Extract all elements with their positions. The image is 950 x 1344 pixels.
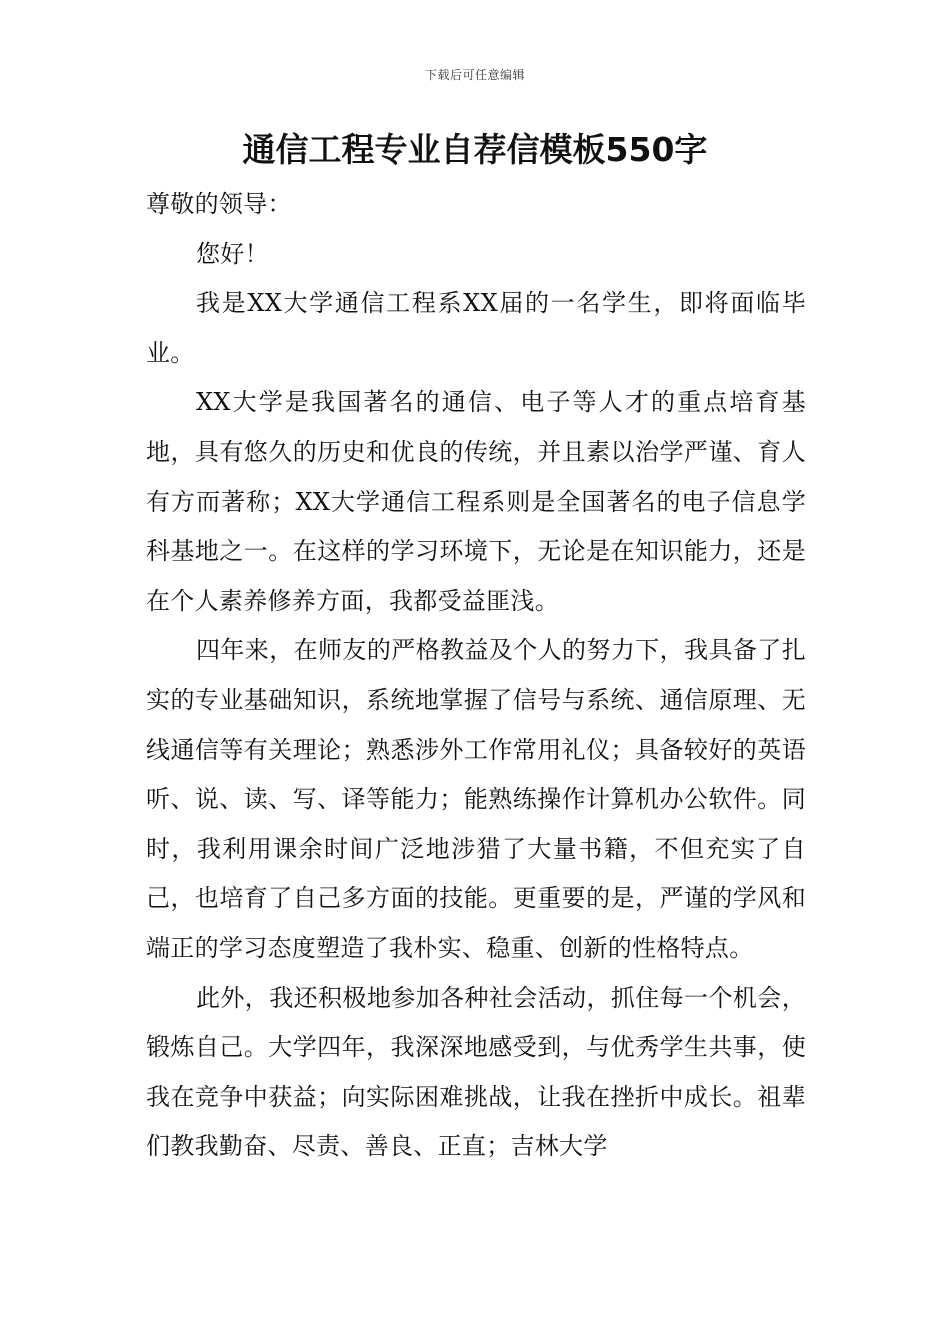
paragraph-university: XX大学是我国著名的通信、电子等人才的重点培育基地，具有悠久的历史和优良的传统，并且素以治学严谨、育人有方而著称；XX大学通信工程系则是全国著名的电子信息学科基地之一。在这样的学习环境下，无论是在知识能力，还是在个人素养修养方面，我都受益匪浅。 xyxy=(146,388,806,615)
paragraph-skills: 四年来，在师友的严格教益及个人的努力下，我具备了扎实的专业基础知识，系统地掌握了信号与系统、通信原理、无线通信等有关理论；熟悉涉外工作常用礼仪；具备较好的英语听、说、读、写、译等能力；能熟练操作计算机办公软件。同时，我利用课余时间广泛地涉猎了大量书籍，不但充实了自己，也培育了自己多方面的技能。更重要的是，严谨的学风和端正的学习态度塑造了我朴实、稳重、创新的性格特点。 xyxy=(146,636,806,962)
paragraph-intro: 我是XX大学通信工程系XX届的一名学生，即将面临毕业。 xyxy=(146,289,806,367)
document-title: 通信工程专业自荐信模板550字 xyxy=(242,130,708,169)
paragraph-activities: 此外，我还积极地参加各种社会活动，抓住每一个机会，锻炼自己。大学四年，我深深地感受到，与优秀学生共事，使我在竞争中获益；向实际困难挑战，让我在挫折中成长。祖辈们教我勤奋、尽责、善良、正直；吉林大学 xyxy=(146,983,806,1161)
salutation: 尊敬的领导： xyxy=(146,190,292,218)
paragraph-greeting: 您好！ xyxy=(196,239,269,268)
letter-body xyxy=(146,180,806,1172)
header-note: 下载后可任意编辑 xyxy=(424,68,525,82)
